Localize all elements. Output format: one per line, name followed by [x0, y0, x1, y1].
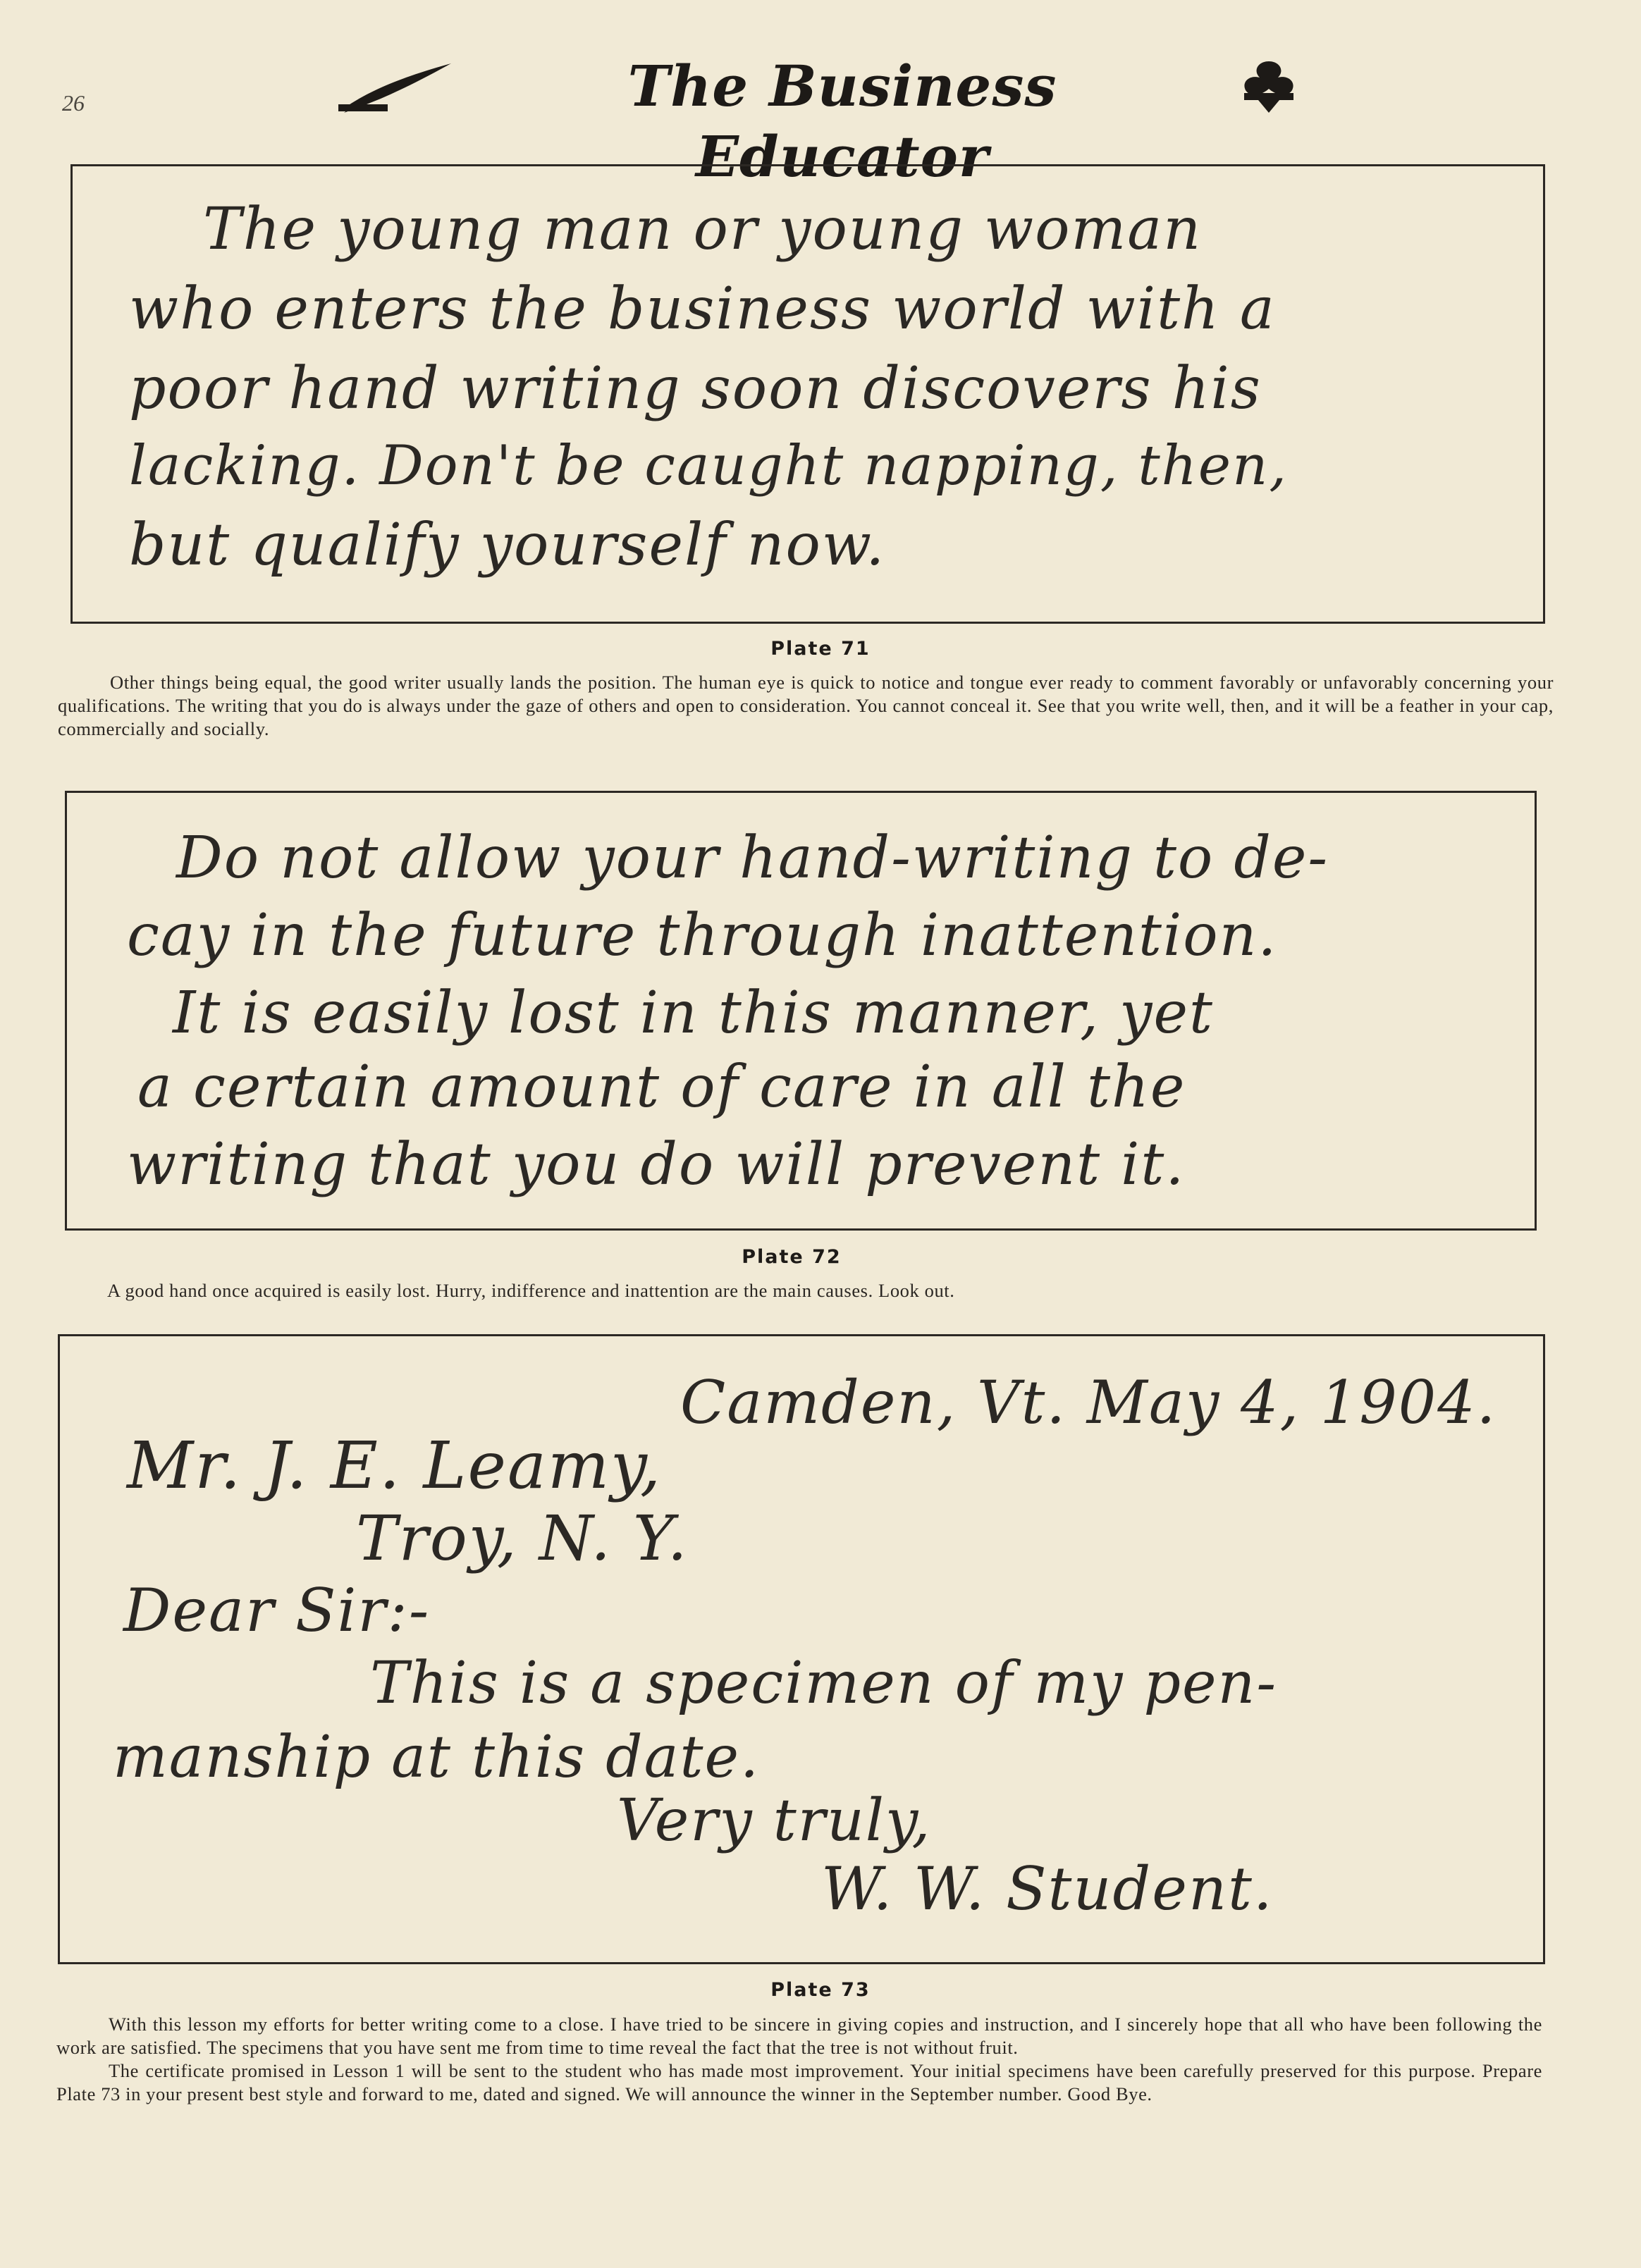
script-line: but qualify yourself now.	[129, 512, 886, 579]
fleuron-ornament-icon	[1237, 58, 1301, 114]
script-line: lacking. Don't be caught napping, then,	[129, 434, 1289, 498]
letter-signature: W. W. Student.	[821, 1854, 1274, 1923]
letter-body-line: This is a specimen of my pen-	[370, 1650, 1278, 1717]
script-line: Do not allow your hand-writing to de-	[176, 825, 1329, 892]
letter-dateline: Camden, Vt. May 4, 1904.	[680, 1368, 1497, 1437]
paragraph: A good hand once acquired is easily lost. Hurry, indifference and inattention are the main causes. Look out.	[107, 1280, 955, 1301]
script-line: cay in the future through inattention.	[127, 902, 1278, 969]
letter-address: Troy, N. Y.	[356, 1502, 689, 1574]
script-line: writing that you do will prevent it.	[127, 1131, 1186, 1198]
script-line: It is easily lost in this manner, yet	[173, 980, 1214, 1047]
plate-72-specimen-box	[65, 791, 1537, 1231]
paragraph: The certificate promised in Lesson 1 will be sent to the student who has made most improvement. Your initial specimens have been carefully preserved for this purpose. Prepare Plate 73 in your present best style and forward to me, dated and signed. We will announce the winner in the September number. Good Bye.	[56, 2060, 1542, 2104]
script-line: a certain amount of care in all the	[137, 1054, 1186, 1121]
script-line: The young man or young woman	[203, 196, 1203, 263]
closing-text	[56, 2013, 1542, 2106]
plate-71-description	[58, 671, 1554, 741]
paragraph: With this lesson my efforts for better writing come to a close. I have tried to be sincere in giving copies and instruction, and I sincerely hope that all who have been following the work are satisfied. The specimens that you have sent me from time to time reveal the fact that the tree is not without fruit.	[56, 2014, 1542, 2058]
quill-pen-icon	[338, 58, 458, 114]
plate-caption: Plate 72	[742, 1246, 842, 1268]
masthead	[338, 51, 1325, 190]
letter-recipient: Mr. J. E. Leamy,	[127, 1428, 663, 1503]
script-line: who enters the business world with a	[129, 276, 1276, 343]
publication-title: The Business Educator	[627, 53, 1057, 190]
letter-salutation: Dear Sir:-	[123, 1576, 431, 1645]
letter-closing: Very truly,	[617, 1787, 932, 1854]
page-number: 26	[62, 90, 85, 116]
letter-body-line: manship at this date.	[113, 1724, 761, 1791]
paragraph: Other things being equal, the good writer usually lands the position. The human eye is quick to notice and tongue ever ready to comment favorably or unfavorably concerning your qualifications. The writing that you do is always under the gaze of others and open to consideration. You cannot conceal it. See that you write well, then, and it will be a feather in your cap, commercially and socially.	[58, 672, 1554, 739]
plate-72-description	[58, 1279, 1554, 1302]
plate-71-specimen-box	[70, 164, 1545, 624]
plate-caption: Plate 73	[770, 1979, 871, 2001]
script-line: poor hand writing soon discovers his	[129, 355, 1262, 422]
plate-caption: Plate 71	[770, 638, 871, 660]
plate-73-letter-box	[58, 1334, 1545, 1964]
